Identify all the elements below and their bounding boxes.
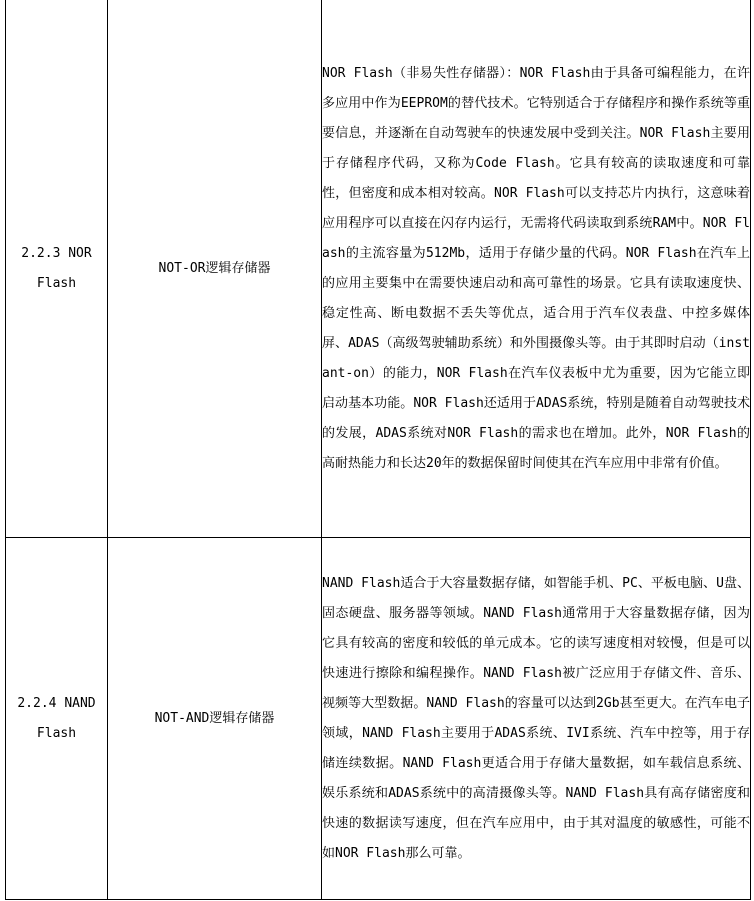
flash-comparison-table — [5, 0, 751, 900]
section-cell: 2.2.4 NAND Flash — [6, 538, 108, 900]
table-row-nand-flash — [6, 538, 751, 900]
section-cell: 2.2.3 NOR Flash — [6, 0, 108, 538]
logic-type-cell: NOT-OR逻辑存储器 — [108, 0, 322, 538]
description-cell: NAND Flash适合于大容量数据存储，如智能手机、PC、平板电脑、U盘、固态硬盘、服务器等领域。NAND Flash通常用于大容量数据存储，因为它具有较高的密度和较低的单元成本。它的读写速度相对较慢，但是可以快速进行擦除和编程操作。NAND Flash被广泛应用于存储文件、音乐、视频等大型数据。NAND Flash的容量可以达到2Gb甚至更大。在汽车电子领域，NAND Flash主要用于ADAS系统、IVI系统、汽车中控等，用于存储连续数据。NAND Flash更适合用于存储大量数据，如车载信息系统、娱乐系统和ADAS系统中的高清摄像头等。NAND Flash具有高存储密度和快速的数据读写速度，但在汽车应用中，由于其对温度的敏感性，可能不如NOR Flash那么可靠。 — [322, 538, 751, 900]
description-cell: NOR Flash（非易失性存储器）：NOR Flash由于具备可编程能力，在许多应用中作为EEPROM的替代技术。它特别适合于存储程序和操作系统等重要信息，并逐渐在自动驾驶车的快速发展中受到关注。NOR Flash主要用于存储程序代码，又称为Code Flash。它具有较高的读取速度和可靠性，但密度和成本相对较高。NOR Flash可以支持芯片内执行，这意味着应用程序可以直接在闪存内运行，无需将代码读取到系统RAM中。NOR Flash的主流容量为512Mb，适用于存储少量的代码。NOR Flash在汽车上的应用主要集中在需要快速启动和高可靠性的场景。它具有读取速度快、稳定性高、断电数据不丢失等优点，适合用于汽车仪表盘、中控多媒体屏、ADAS（高级驾驶辅助系统）和外围摄像头等。由于其即时启动（instant-on）的能力，NOR Flash在汽车仪表板中尤为重要，因为它能立即启动基本功能。NOR Flash还适用于ADAS系统，特别是随着自动驾驶技术的发展，ADAS系统对NOR Flash的需求也在增加。此外，NOR Flash的高耐热能力和长达20年的数据保留时间使其在汽车应用中非常有价值。 — [322, 0, 751, 538]
table-row-nor-flash — [6, 0, 751, 538]
logic-type-cell: NOT-AND逻辑存储器 — [108, 538, 322, 900]
